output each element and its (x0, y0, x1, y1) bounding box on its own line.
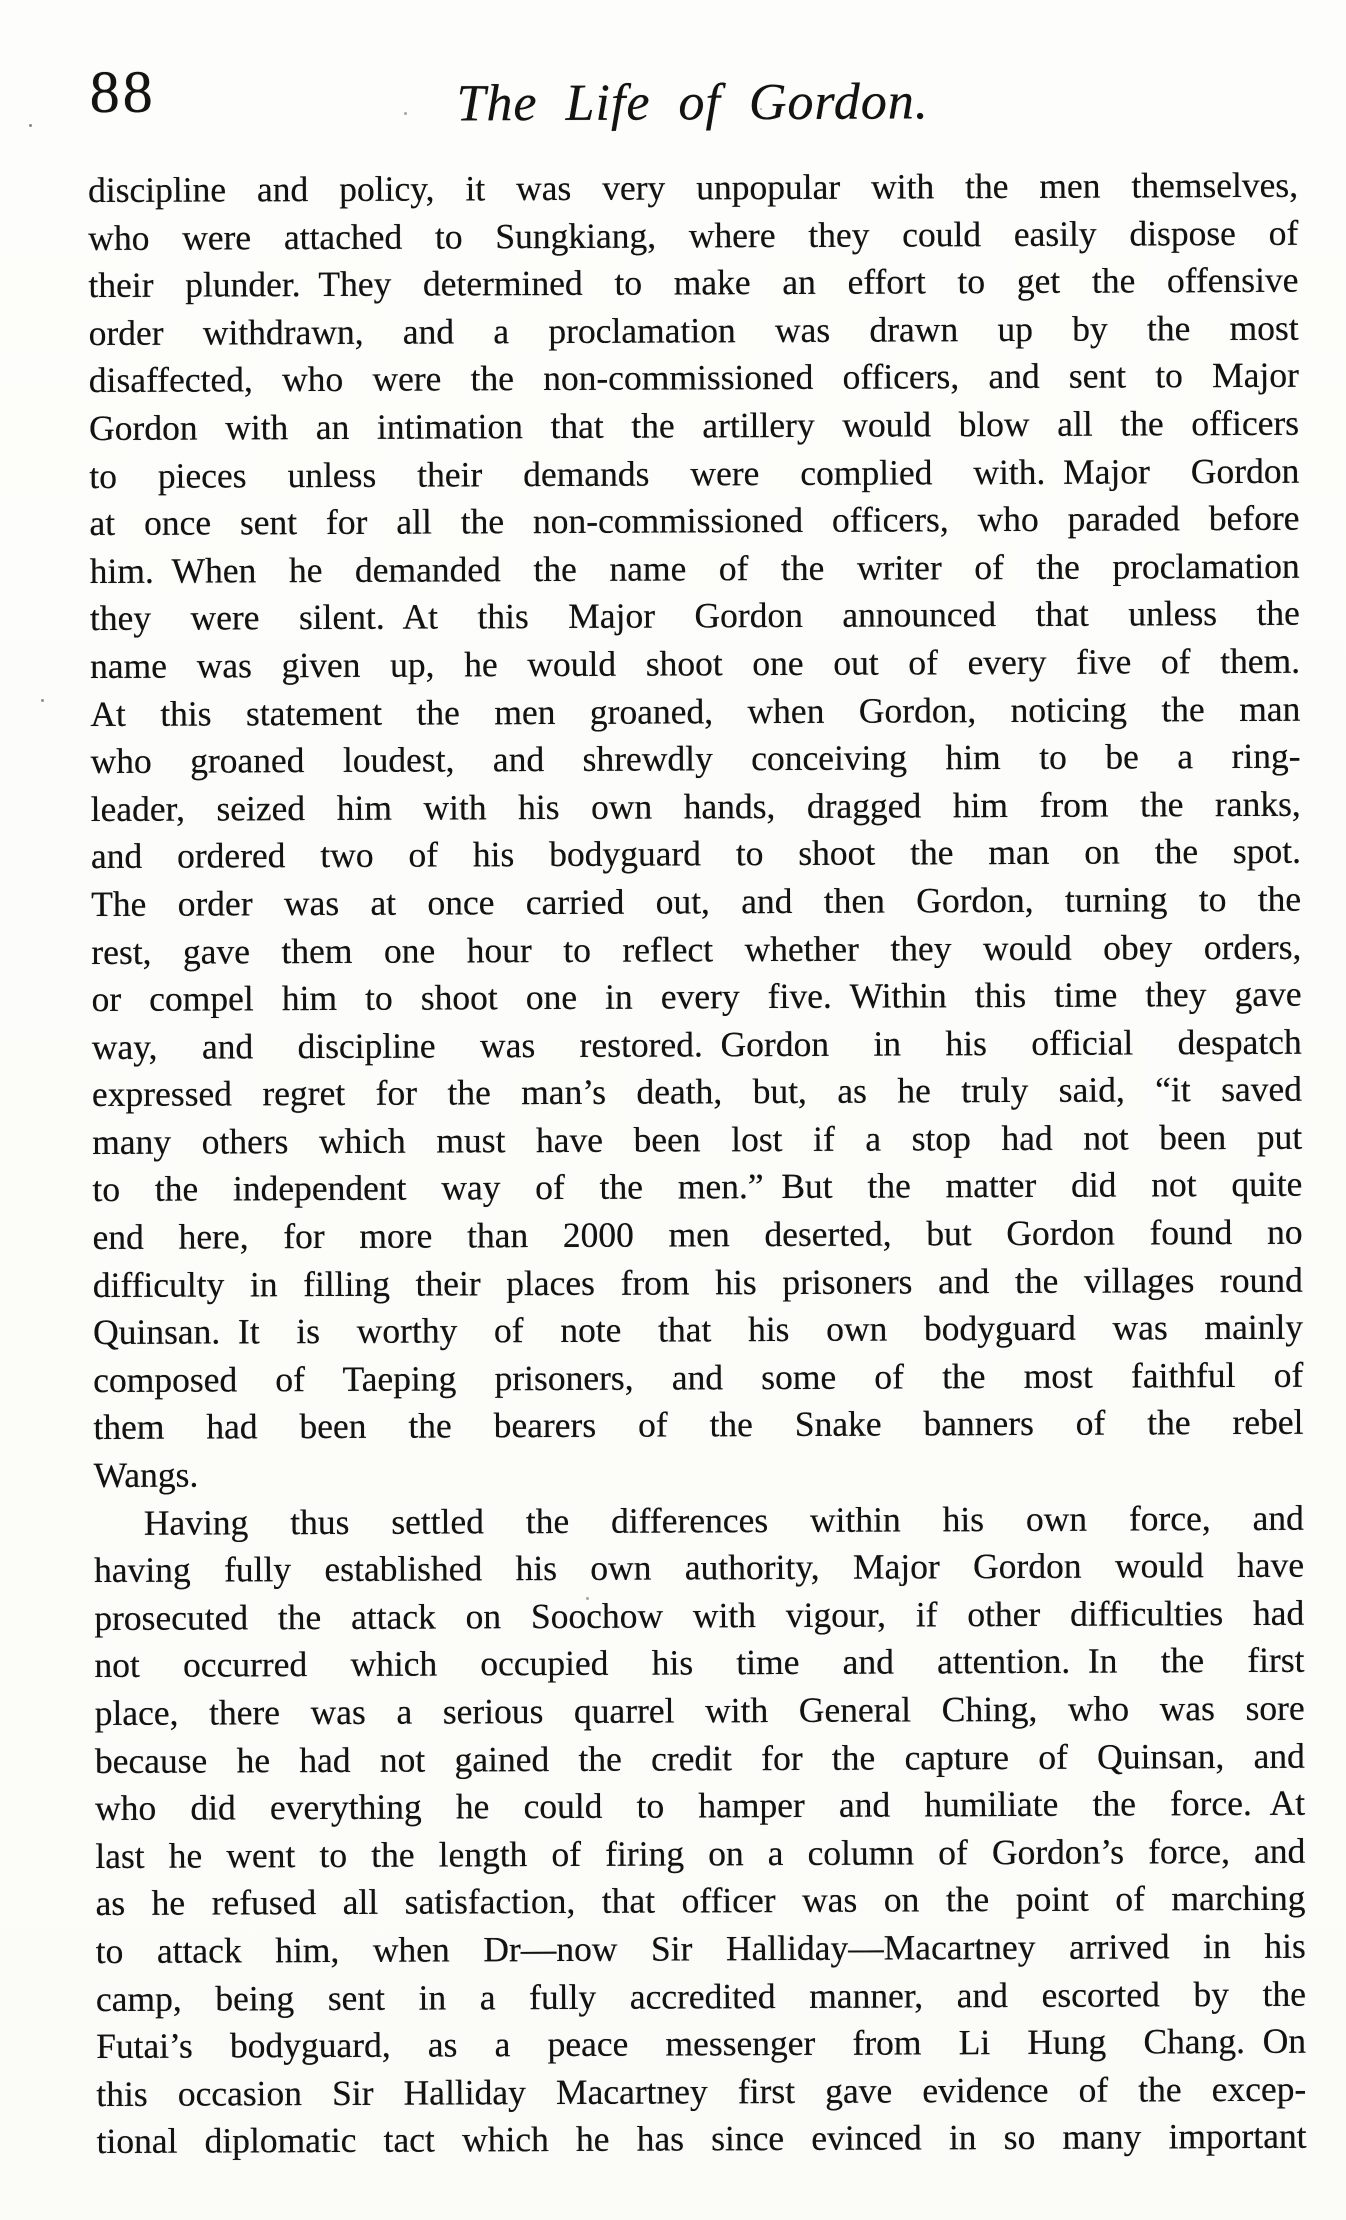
text-line: At this statement the men groaned, when Gordon, noticing the man (90, 688, 1301, 734)
text-line: to the independent way of the men.” But the matter did not quite (92, 1164, 1303, 1210)
text-line: this occasion Sir Halliday Macartney first gave evidence of the excep- (96, 2068, 1307, 2114)
running-title: The Life of Gordon. (456, 73, 929, 133)
text-line: Gordon with an intimation that the artillery would blow all the officers (88, 402, 1300, 448)
text-line: to pieces unless their demands were complied with. Major Gordon (89, 450, 1300, 496)
text-line: The order was at once carried out, and then Gordon, turning to the (91, 878, 1302, 924)
text-line: Futai’s bodyguard, as a peace messenger from Li Hung Chang. On (96, 2020, 1307, 2067)
page-number: 88 (89, 58, 156, 126)
text-line: order withdrawn, and a proclamation was drawn up by the most (88, 307, 1299, 353)
text-line: they were silent. At this Major Gordon announced that unless the (89, 593, 1300, 639)
text-line: last he went to the length of firing on a column of Gordon’s force, and (95, 1830, 1306, 1876)
text-line: who did everything he could to hamper and humiliate the force. At (95, 1782, 1306, 1829)
text-line: him. When he demanded the name of the writer of the proclamation (89, 545, 1300, 591)
text-line: composed of Taeping prisoners, and some of the most faithful of (93, 1354, 1304, 1400)
text-line: as he refused all satisfaction, that officer was on the point of marching (95, 1878, 1306, 1924)
text-line: end here, for more than 2000 men deserted, but Gordon found no (92, 1211, 1303, 1258)
paragraph (88, 162, 1304, 1500)
text-line: Quinsan. It is worthy of note that his own bodyguard was mainly (92, 1306, 1304, 1353)
text-line: camp, being sent in a fully accredited manner, and escorted by the (95, 1973, 1307, 2019)
scan-speck (41, 699, 44, 702)
text-line: many others which must have been lost if a stop had not been put (92, 1116, 1303, 1162)
text-line: who groaned loudest, and shrewdly conceiving him to be a ring- (90, 735, 1301, 782)
text-line: leader, seized him with his own hands, dragged him from the ranks, (90, 783, 1301, 829)
text-line: place, there was a serious quarrel with General Ching, who was sore (94, 1687, 1305, 1733)
text-line: and ordered two of his bodyguard to shoot the man on the spot. (90, 831, 1302, 877)
scan-speck (586, 1597, 589, 1600)
scan-speck (404, 112, 407, 115)
text-line: who were attached to Sungkiang, where they could easily dispose of (88, 212, 1299, 258)
text-line: name was given up, he would shoot one out of every five of them. (90, 640, 1301, 686)
body-text (88, 162, 1307, 2166)
text-line: having fully established his own authority, Major Gordon would have (93, 1544, 1305, 1591)
text-line: prosecuted the attack on Soochow with vigour, if other difficulties had (94, 1592, 1305, 1638)
text-line: disaffected, who were the non-commissioned officers, and sent to Major (88, 355, 1299, 401)
text-line: difficulty in filling their places from his prisoners and the villages round (92, 1259, 1303, 1305)
paragraph (94, 1494, 1307, 2166)
scan-speck (29, 124, 32, 127)
text-line: their plunder. They determined to make an effort to get the offensive (88, 259, 1299, 306)
text-line: Having thus settled the differences within his own force, and (143, 1497, 1304, 1543)
text-line: or compel him to shoot one in every five. Within this time they gave (91, 973, 1302, 1020)
text-line: discipline and policy, it was very unpopular with the men themselves, (87, 164, 1299, 211)
text-line: Wangs. (93, 1454, 199, 1496)
text-line: them had been the bearers of the Snake banners of the rebel (93, 1402, 1304, 1448)
text-line: because he had not gained the credit for the capture of Quinsan, and (94, 1735, 1305, 1781)
scan-speck (760, 108, 762, 110)
text-line: at once sent for all the non-commissioned officers, who paraded before (89, 497, 1300, 544)
text-line: way, and discipline was restored. Gordon in his official despatch (91, 1021, 1302, 1067)
text-line: expressed regret for the man’s death, but, as he truly said, “it saved (91, 1069, 1303, 1115)
text-line: not occurred which occupied his time and attention. In the first (94, 1640, 1305, 1686)
text-line: to attack him, when Dr—now Sir Halliday—Macartney arrived in his (95, 1925, 1306, 1971)
text-line: tional diplomatic tact which he has since evinced in so many important (96, 2116, 1307, 2162)
text-line: rest, gave them one hour to reflect whether they would obey orders, (91, 926, 1302, 972)
